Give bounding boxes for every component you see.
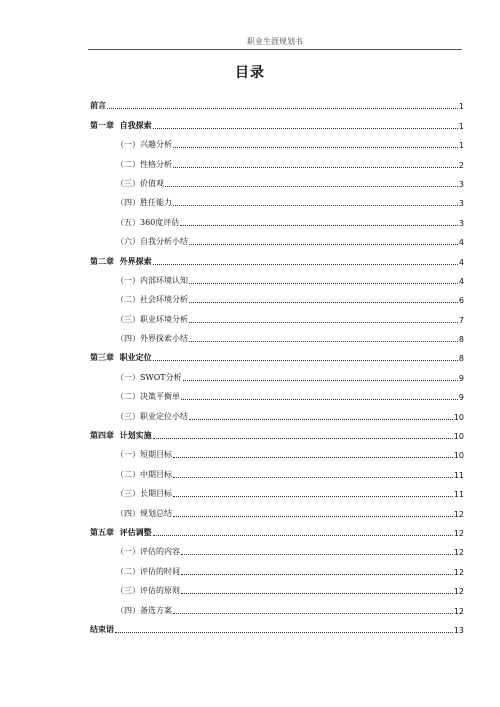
toc-leader-dots [181,574,453,575]
toc-page-number: 1 [458,121,464,131]
toc-page-number: 12 [453,606,464,616]
toc-entry-title: 第五章 评估调整 [90,526,152,537]
header-divider [88,49,462,50]
toc-page-number: 11 [453,490,464,500]
toc-section-entry[interactable] [90,208,464,227]
toc-section-entry[interactable] [90,228,464,247]
toc-leader-dots [180,225,458,226]
toc-entry-title: （二）中期目标 [116,469,172,479]
table-of-contents [90,92,464,635]
toc-section-entry[interactable] [90,441,464,460]
toc-chapter-entry[interactable] [90,422,464,441]
toc-entry-title: （一）短期目标 [116,450,172,460]
toc-section-entry[interactable] [90,480,464,499]
toc-page-number: 12 [453,548,464,558]
toc-leader-dots [165,186,458,187]
toc-entry-title: （三）评估的原则 [116,586,180,596]
toc-entry-title: （一）内部环境认知 [116,275,188,285]
toc-page-number: 7 [458,315,464,325]
toc-entry-title: （二）决策平衡单 [116,392,180,402]
toc-entry-title: （四）规划总结 [116,508,172,518]
toc-leader-dots [189,419,453,420]
toc-page-number: 12 [453,587,464,597]
toc-page-number: 10 [453,451,464,461]
page-header: 职业生涯规划书 [247,37,303,46]
toc-entry-title: （二）评估的时间 [116,566,180,576]
toc-chapter-entry[interactable] [90,344,464,363]
toc-leader-dots [173,457,453,458]
toc-section-entry[interactable] [90,189,464,208]
toc-section-entry[interactable] [90,131,464,150]
toc-leader-dots [181,554,453,555]
toc-page-number: 4 [458,238,464,248]
toc-entry-title: （三）职业定位小结 [116,411,188,421]
toc-leader-dots [183,380,458,381]
toc-page-number: 8 [458,335,464,345]
toc-page-number: 3 [458,199,464,209]
toc-leader-dots [173,477,453,478]
toc-leader-dots [153,360,458,361]
toc-chapter-entry[interactable] [90,519,464,538]
toc-entry-title: （四）胜任能力 [116,198,172,208]
toc-section-entry[interactable] [90,577,464,596]
toc-leader-dots [181,399,458,400]
toc-leader-dots [107,108,458,109]
toc-section-entry[interactable] [90,170,464,189]
toc-page-number: 10 [453,412,464,422]
toc-chapter-entry[interactable] [90,111,464,130]
toc-entry-title: （一）评估的内容 [116,547,180,557]
toc-chapter-entry[interactable] [90,247,464,266]
toc-entry-title: 第二章 外界探索 [90,255,152,266]
toc-page-number: 9 [458,393,464,403]
toc-entry-title: （四）外界探索小结 [116,334,188,344]
toc-entry-title: （四）备选方案 [116,605,172,615]
toc-page-number: 9 [458,373,464,383]
toc-page-number: 2 [458,160,464,170]
toc-leader-dots [189,322,458,323]
toc-page-number: 12 [453,528,464,538]
toc-section-entry[interactable] [90,286,464,305]
toc-entry-title: （一）SWOT分析 [116,372,182,382]
toc-section-entry[interactable] [90,557,464,576]
toc-section-entry[interactable] [90,499,464,518]
toc-page-number: 10 [453,432,464,442]
page-title: 目录 [235,65,265,81]
toc-entry-title: （六）自我分析小结 [116,237,188,247]
toc-page-number: 6 [458,296,464,306]
toc-leader-dots [153,128,458,129]
toc-entry-title: （三）长期目标 [116,489,172,499]
toc-leader-dots [173,167,458,168]
toc-leader-dots [173,147,458,148]
toc-leader-dots [153,438,453,439]
toc-entry-title: （一）兴趣分析 [116,140,172,150]
toc-page-number: 8 [458,354,464,364]
toc-page-number: 1 [458,141,464,151]
toc-leader-dots [189,341,458,342]
toc-leader-dots [173,516,453,517]
toc-entry-title: 结束语 [90,623,114,634]
toc-section-entry[interactable] [90,363,464,382]
toc-page-number: 3 [458,179,464,189]
toc-entry-title: （三）职业环境分析 [116,314,188,324]
toc-chapter-entry[interactable] [90,92,464,111]
toc-leader-dots [189,302,458,303]
toc-section-entry[interactable] [90,305,464,324]
toc-page-number: 12 [453,567,464,577]
toc-leader-dots [189,283,458,284]
toc-page-number: 3 [458,218,464,228]
toc-section-entry[interactable] [90,150,464,169]
toc-chapter-entry[interactable] [90,616,464,635]
toc-section-entry[interactable] [90,325,464,344]
toc-entry-title: （三）价值观 [116,178,164,188]
toc-section-entry[interactable] [90,596,464,615]
toc-leader-dots [181,593,453,594]
toc-page-number: 4 [458,257,464,267]
toc-entry-title: 第四章 计划实施 [90,430,152,441]
toc-entry-title: （二）性格分析 [116,159,172,169]
toc-section-entry[interactable] [90,460,464,479]
toc-leader-dots [173,496,453,497]
toc-section-entry[interactable] [90,267,464,286]
toc-entry-title: 第三章 职业定位 [90,352,152,363]
toc-entry-title: （二）社会环境分析 [116,295,188,305]
toc-section-entry[interactable] [90,383,464,402]
toc-page-number: 4 [458,276,464,286]
toc-page-number: 13 [453,625,464,635]
toc-page-number: 11 [453,470,464,480]
toc-leader-dots [153,535,453,536]
toc-leader-dots [173,613,453,614]
toc-page-number: 12 [453,509,464,519]
toc-entry-title: （五）360度评估 [116,217,180,227]
toc-leader-dots [115,632,453,633]
toc-leader-dots [153,264,458,265]
toc-leader-dots [189,244,458,245]
toc-leader-dots [173,205,458,206]
toc-section-entry[interactable] [90,538,464,557]
toc-section-entry[interactable] [90,402,464,421]
toc-entry-title: 第一章 自我探索 [90,119,152,130]
toc-page-number: 1 [458,102,464,112]
toc-entry-title: 前言 [90,100,106,111]
